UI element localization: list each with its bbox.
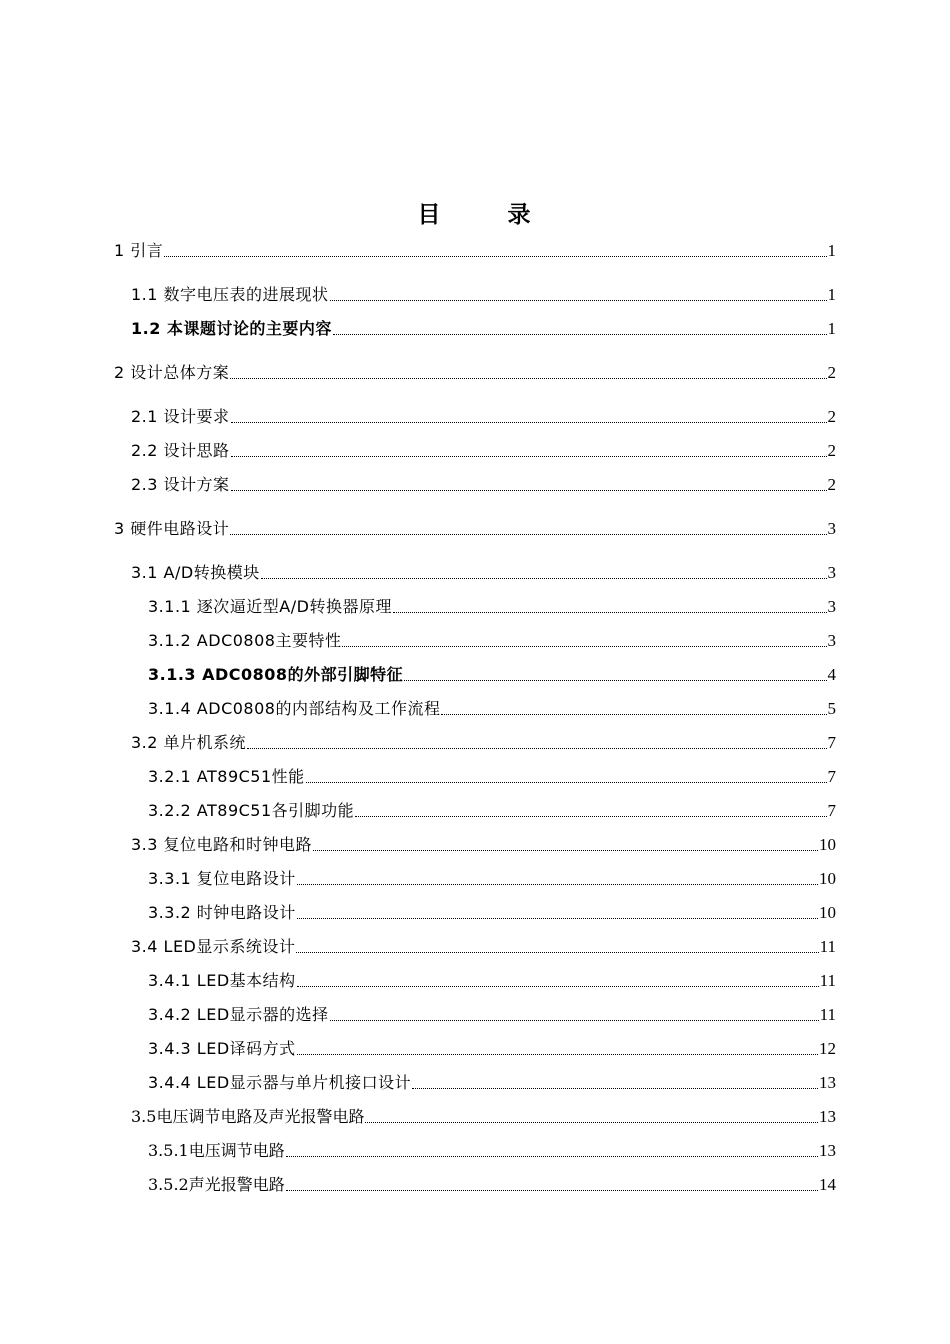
toc-leader [230, 378, 826, 379]
toc-entry[interactable] [148, 594, 836, 618]
toc-entry[interactable] [148, 1002, 836, 1026]
toc-entry-label: 1.2 本课题讨论的主要内容 [131, 319, 332, 338]
toc-entry-label: 3.1.4 ADC0808的内部结构及工作流程 [148, 699, 441, 718]
toc-leader [286, 1156, 818, 1157]
toc-page-number: 2 [827, 407, 836, 426]
toc-entry[interactable] [131, 832, 836, 856]
toc-leader [365, 1122, 818, 1123]
toc-page-number: 14 [819, 1175, 836, 1194]
toc-entry[interactable] [148, 866, 836, 890]
toc-entry-label: 3.4.2 LED显示器的选择 [148, 1005, 329, 1024]
toc-entry-label: 3.1.2 ADC0808主要特性 [148, 631, 342, 650]
toc-entry-label: 2 设计总体方案 [114, 363, 230, 382]
toc-page-number: 3 [827, 597, 836, 616]
toc-leader [412, 1088, 818, 1089]
toc-leader [393, 612, 827, 613]
toc-entry-label: 3.2.1 AT89C51性能 [148, 767, 305, 786]
toc-entry-label: 3.3.1 复位电路设计 [148, 869, 296, 888]
toc-page-number: 12 [819, 1039, 836, 1058]
toc-page-number: 7 [827, 801, 836, 820]
toc-page-number: 10 [819, 903, 836, 922]
toc-leader [330, 300, 827, 301]
toc-page-number: 2 [827, 363, 836, 382]
toc-entry[interactable] [148, 662, 836, 686]
toc-entry-label: 2.3 设计方案 [131, 475, 230, 494]
toc-entry[interactable] [131, 1104, 836, 1128]
toc-entry[interactable] [148, 628, 836, 652]
toc-leader [306, 782, 827, 783]
toc-page-number: 3 [827, 631, 836, 650]
toc-page-number: 7 [827, 767, 836, 786]
toc-entry-label: 3.2.2 AT89C51各引脚功能 [148, 801, 355, 820]
toc-entry-label: 1 引言 [114, 241, 164, 260]
toc-page-number: 2 [827, 475, 836, 494]
toc-entry-label: 3.4.1 LED基本结构 [148, 971, 296, 990]
toc-entry-label: 1.1 数字电压表的进展现状 [131, 285, 329, 304]
toc-entry[interactable] [131, 282, 836, 306]
toc-entry[interactable] [148, 764, 836, 788]
toc-entry-label: 3.1 A/D转换模块 [131, 563, 260, 582]
toc-entry[interactable] [114, 516, 836, 540]
toc-leader [342, 646, 826, 647]
toc-entry[interactable] [148, 1036, 836, 1060]
toc-title: 目 录 [417, 202, 553, 228]
toc-entry[interactable] [148, 1172, 836, 1196]
toc-entry[interactable] [148, 1070, 836, 1094]
toc-page-number: 1 [827, 285, 836, 304]
toc-page-number: 3 [827, 563, 836, 582]
toc-entry-label: 3.5.1电压调节电路 [148, 1141, 285, 1160]
toc-page-number: 13 [819, 1107, 836, 1126]
toc-leader [231, 422, 827, 423]
toc-entry-label: 3.4.3 LED译码方式 [148, 1039, 296, 1058]
toc-page-number: 7 [827, 733, 836, 752]
toc-entry[interactable] [131, 472, 836, 496]
toc-entry[interactable] [131, 438, 836, 462]
toc-leader [261, 578, 827, 579]
toc-entry-label: 3 硬件电路设计 [114, 519, 230, 538]
toc-leader [297, 884, 818, 885]
toc-entry[interactable] [148, 696, 836, 720]
toc-page-number: 11 [819, 1005, 836, 1024]
toc-leader [297, 918, 818, 919]
toc-entry-label: 3.1.3 ADC0808的外部引脚特征 [148, 665, 404, 684]
toc-entry[interactable] [148, 900, 836, 924]
toc-page-number: 1 [827, 319, 836, 338]
toc-leader [441, 714, 826, 715]
toc-page-number: 3 [827, 519, 836, 538]
toc-leader [297, 986, 819, 987]
toc-entry-label: 3.5.2声光报警电路 [148, 1175, 285, 1194]
toc-page-number: 5 [827, 699, 836, 718]
toc-entry[interactable] [131, 560, 836, 584]
toc-leader [286, 1190, 818, 1191]
toc-leader [231, 456, 827, 457]
toc-page-number: 10 [819, 835, 836, 854]
toc-entry[interactable] [131, 316, 836, 340]
toc-entry-label: 2.1 设计要求 [131, 407, 230, 426]
toc-page-number: 11 [819, 971, 836, 990]
toc-leader [297, 1054, 818, 1055]
toc-leader [330, 1020, 819, 1021]
toc-page-number: 13 [819, 1073, 836, 1092]
toc-page-number: 10 [819, 869, 836, 888]
toc-page-number: 13 [819, 1141, 836, 1160]
toc-leader [355, 816, 826, 817]
toc-entry-label: 3.4.4 LED显示器与单片机接口设计 [148, 1073, 412, 1092]
toc-page-number: 2 [827, 441, 836, 460]
toc-entry-label: 3.3.2 时钟电路设计 [148, 903, 296, 922]
toc-entry-label: 3.5电压调节电路及声光报警电路 [131, 1107, 365, 1126]
toc-entry[interactable] [131, 730, 836, 754]
toc-leader [230, 534, 826, 535]
toc-entry[interactable] [148, 1138, 836, 1162]
toc-entry[interactable] [114, 238, 836, 262]
toc-leader [313, 850, 818, 851]
toc-entry[interactable] [131, 404, 836, 428]
toc-entry-label: 3.1.1 逐次逼近型A/D转换器原理 [148, 597, 392, 616]
toc-page-number: 1 [827, 241, 836, 260]
toc-entry-label: 3.3 复位电路和时钟电路 [131, 835, 313, 854]
toc-entry-label: 2.2 设计思路 [131, 441, 230, 460]
toc-entry[interactable] [114, 360, 836, 384]
toc-entry[interactable] [148, 968, 836, 992]
toc-entry-label: 3.2 单片机系统 [131, 733, 247, 752]
toc-page-number: 4 [827, 665, 836, 684]
toc-leader [296, 952, 818, 953]
toc-entry[interactable] [148, 798, 836, 822]
toc-leader [164, 256, 826, 257]
toc-page-number: 11 [819, 937, 836, 956]
toc-entry-label: 3.4 LED显示系统设计 [131, 937, 296, 956]
toc-leader [247, 748, 826, 749]
toc-leader [404, 680, 826, 681]
toc-entry[interactable] [131, 934, 836, 958]
toc-leader [231, 490, 827, 491]
toc-leader [333, 334, 827, 335]
